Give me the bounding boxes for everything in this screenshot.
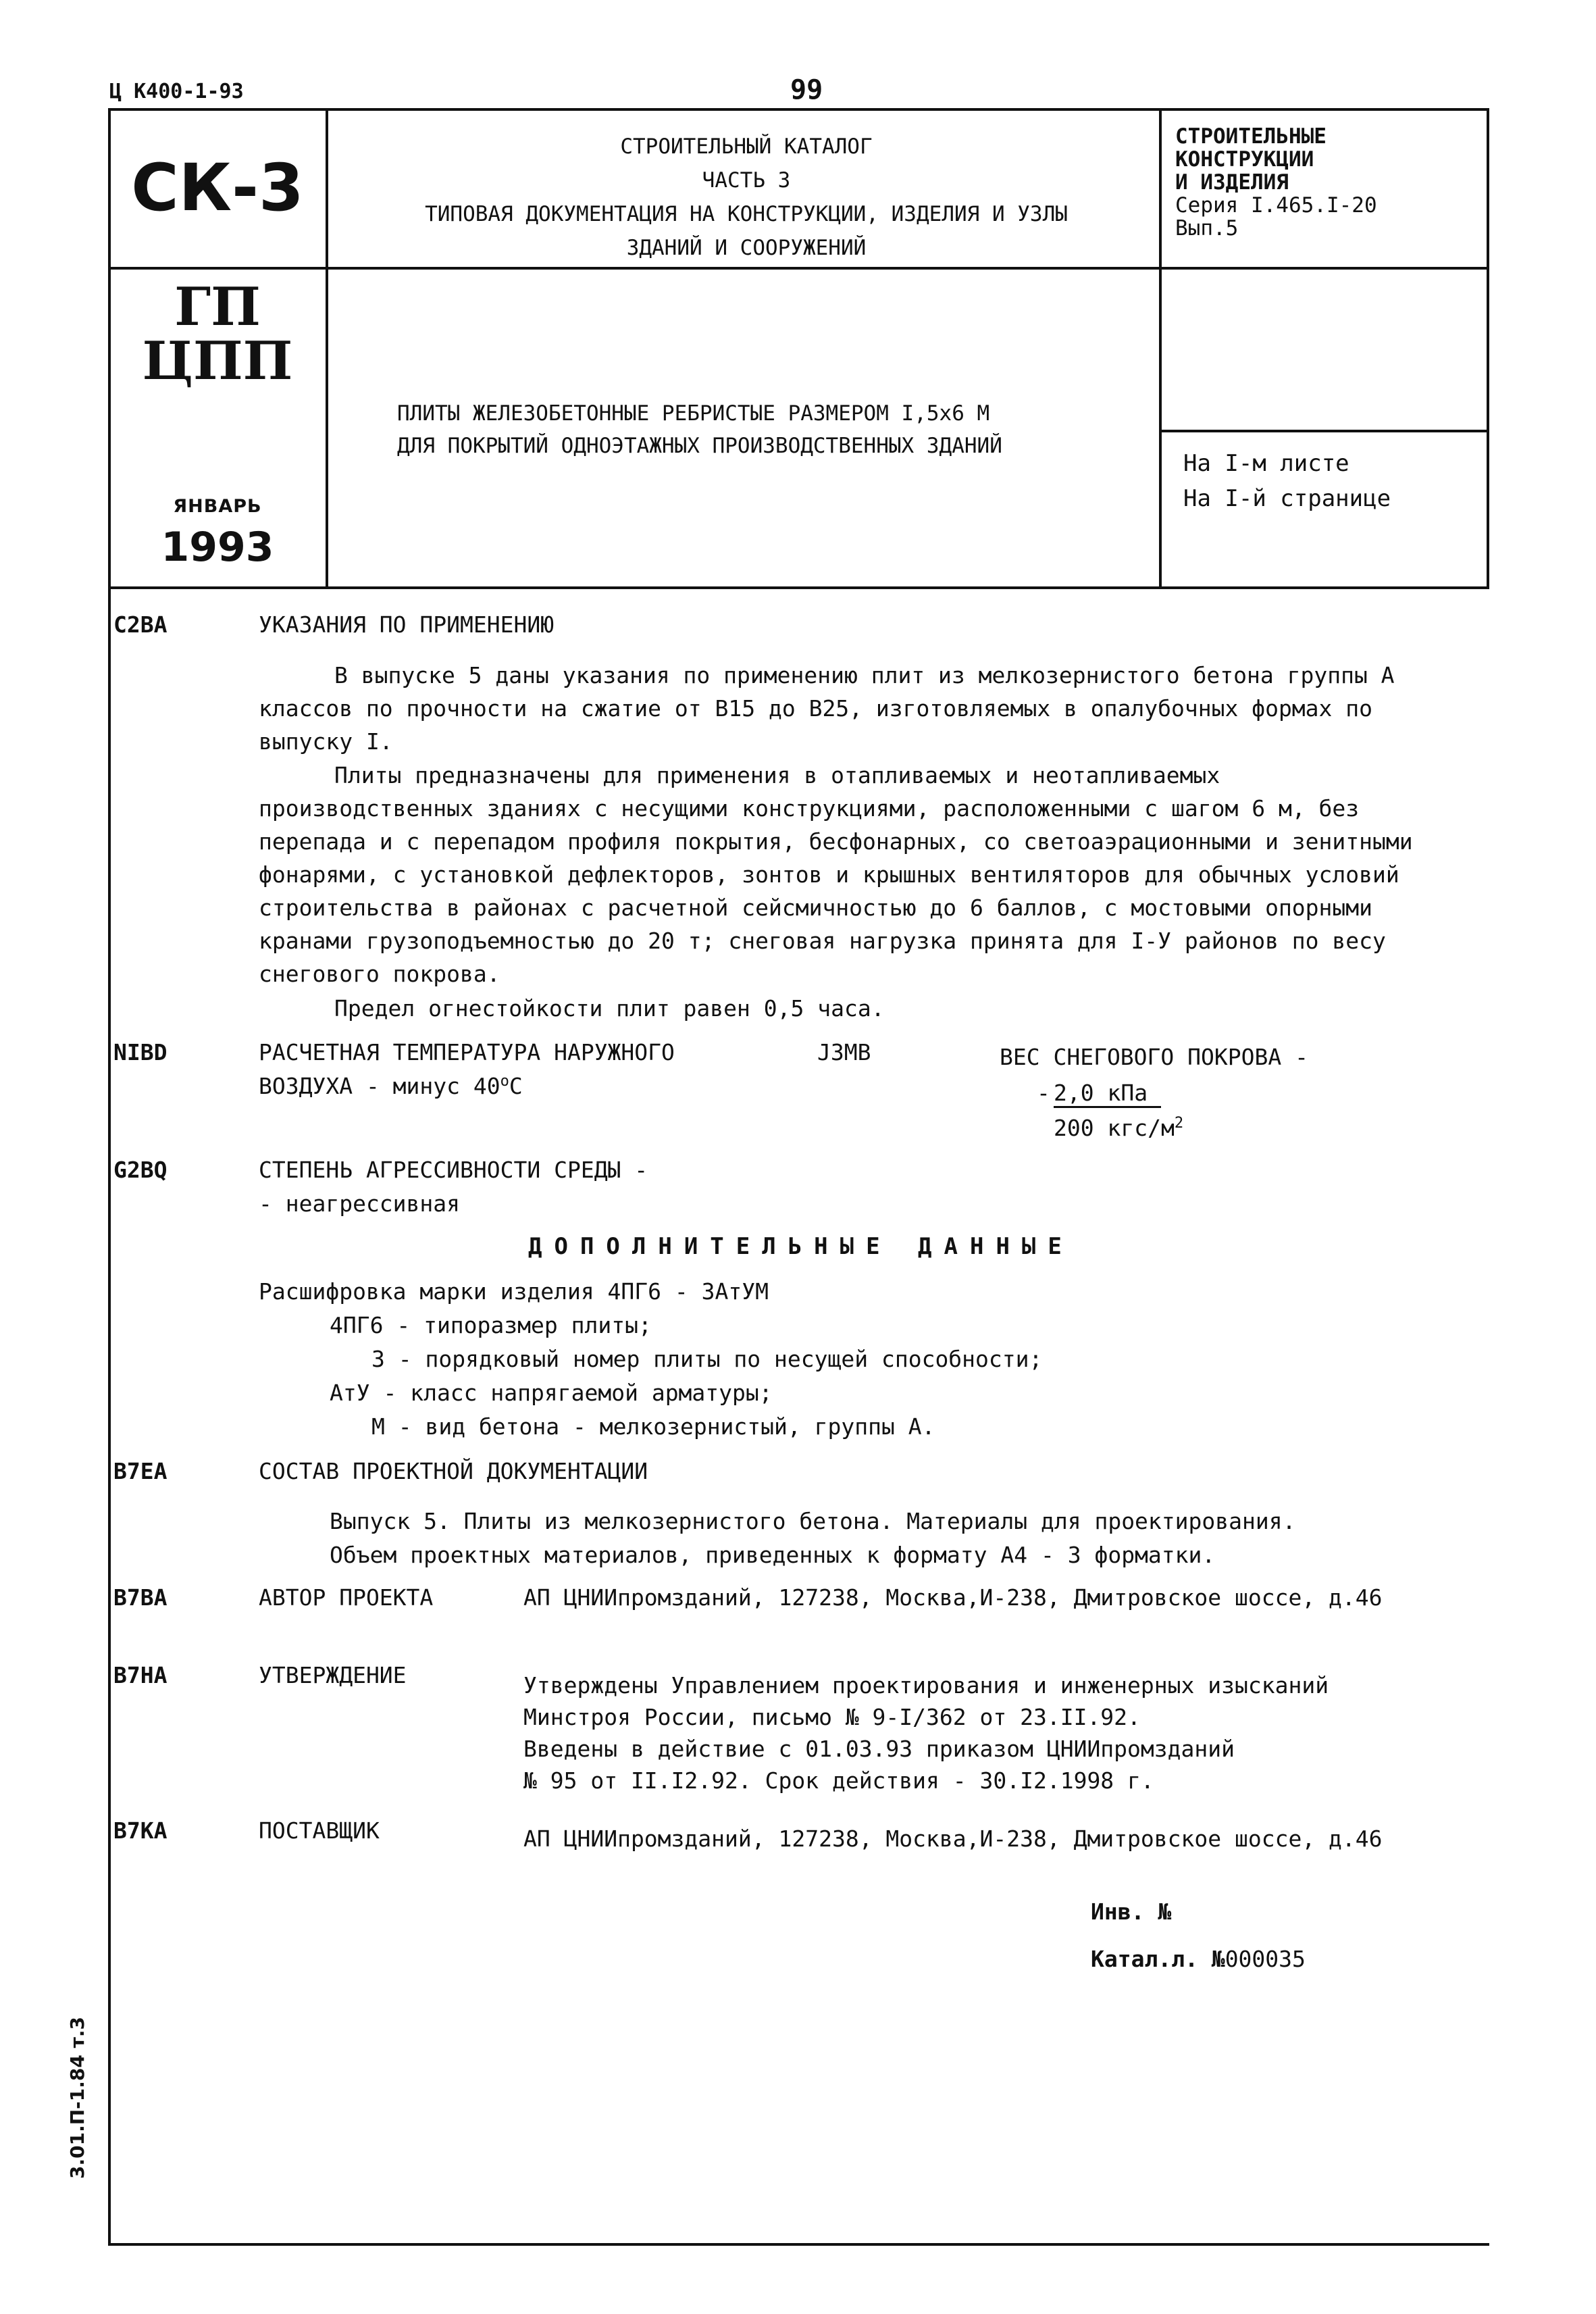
decode-line-1: 4ПГ6 - типоразмер плиты; (330, 1312, 652, 1338)
year: 1993 (161, 524, 274, 571)
catalog-sheet-prefix: Катал.л. № (1091, 1946, 1225, 1972)
decode-line-0: Расшифровка марки изделия 4ПГ6 - 3АтУМ (259, 1278, 769, 1305)
frame-left (108, 108, 111, 2244)
temperature-line-2 (259, 1073, 523, 1099)
catalog-line-4: ЗДАНИЙ И СООРУЖЕНИЙ (626, 236, 867, 260)
product-title (397, 397, 1174, 462)
catalog-sheet-label (1091, 1946, 1306, 1972)
catalog-sheet-number: 000035 (1225, 1946, 1306, 1972)
top-code: Ц К400-1-93 (109, 80, 244, 103)
section-title-application: УКАЗАНИЯ ПО ПРИМЕНЕНИЮ (259, 611, 555, 638)
gp-line-1: ГП (174, 276, 261, 338)
supplier-text: АП ЦНИИпромзданий, 127238, Москва,И-238, Дмитровское шоссе, д.46 (523, 1826, 1383, 1852)
approval-line-3: Введены в действие с 01.03.93 приказом ЦНИИпромзданий (523, 1736, 1235, 1762)
code-n1bd: NIBD (113, 1039, 168, 1065)
series-box (1175, 125, 1486, 240)
decode-line-3: АтУ - класс напрягаемой арматуры; (330, 1380, 773, 1406)
frame-series-divider (1159, 430, 1489, 432)
catalog-header (331, 130, 1162, 265)
gp-code (109, 276, 326, 392)
section-title-author: АВТОР ПРОЕКТА (259, 1584, 434, 1611)
code-b7ea: B7EA (113, 1458, 168, 1484)
code-b7ba: B7BA (113, 1584, 168, 1611)
section-title-documentation: СОСТАВ ПРОЕКТНОЙ ДОКУМЕНТАЦИИ (259, 1458, 648, 1484)
catalog-line-1: СТРОИТЕЛЬНЫЙ КАТАЛОГ (620, 134, 873, 159)
page-number: 99 (790, 74, 823, 105)
sheet-info (1183, 446, 1474, 516)
snow-dash: - (1037, 1080, 1050, 1106)
frame-header-bottom (108, 586, 1489, 589)
degree-sign: о (500, 1073, 509, 1090)
paragraph-application-1: В выпуске 5 даны указания по применению плит из мелкозернистого бетона группы А классов по прочности на сжатие от В15 до В25, изготовляемых в опалубочных формах по выпуску I. (259, 662, 1395, 755)
series-line-3: И ИЗДЕЛИЯ (1175, 170, 1289, 195)
frame-top (108, 108, 1489, 111)
frame-right (1487, 108, 1489, 588)
zone-code: J3MB (817, 1039, 871, 1065)
author-text: АП ЦНИИпромзданий, 127238, Москва,И-238, Дмитровское шоссе, д.46 (523, 1584, 1383, 1611)
documentation-line-1: Выпуск 5. Плиты из мелкозернистого бетона. Материалы для проектирования. (330, 1508, 1296, 1534)
snow-value-kgs-text: 200 кгс/м (1054, 1115, 1175, 1141)
temperature-value: ВОЗДУХА - минус 40 (259, 1073, 500, 1099)
series-line-4: Серия I.465.I-20 (1175, 193, 1377, 218)
product-title-line-2: ДЛЯ ПОКРЫТИЙ ОДНОЭТАЖНЫХ ПРОИЗВОДСТВЕННЫХ ЗДАНИЙ (397, 434, 1002, 458)
catalog-line-3: ТИПОВАЯ ДОКУМЕНТАЦИЯ НА КОНСТРУКЦИИ, ИЗДЕЛИЯ И УЗЛЫ (425, 202, 1068, 226)
frame-bottom (108, 2243, 1489, 2246)
paragraph-application-2: Плиты предназначены для применения в отапливаемых и неотапливаемых производственных зданиях с несущими конструкциями, расположенными с шагом 6 м, без перепада и с перепадом профиля покрытия, бесфонарных, со светоаэрационными и зенитными фонарями, с установкой дефлекторов, зонтов и крышных вентиляторов для обычных условий строительства в районах с расчетной сейсмичностью до 6 баллов, с мостовыми опорными кранами грузоподъемностью до 20 т; снеговая нагрузка принята для I-У районов по весу снегового покрова. (259, 762, 1413, 987)
decode-line-4: М - вид бетона - мелкозернистый, группы А. (371, 1413, 935, 1440)
side-code: 3.01.П-1.84 т.3 (66, 2017, 88, 2179)
temperature-line-1: РАСЧЕТНАЯ ТЕМПЕРАТУРА НАРУЖНОГО (259, 1039, 675, 1065)
series-line-5: Вып.5 (1175, 216, 1239, 241)
section-title-supplier: ПОСТАВЩИК (259, 1817, 380, 1844)
series-line-1: СТРОИТЕЛЬНЫЕ (1175, 124, 1327, 149)
sheet-line-1: На I-м листе (1183, 450, 1349, 477)
inventory-label: Инв. № (1091, 1898, 1172, 1925)
temperature-unit: С (509, 1073, 523, 1099)
snow-value-kgs (1054, 1115, 1183, 1141)
sheet-line-2: На I-й странице (1183, 485, 1391, 512)
series-line-2: КОНСТРУКЦИИ (1175, 147, 1314, 172)
frame-col1 (326, 108, 328, 588)
aggressiveness-line-1: СТЕПЕНЬ АГРЕССИВНОСТИ СРЕДЫ - (259, 1157, 648, 1183)
code-c2ba: C2BA (113, 611, 168, 638)
snow-value-kpa: 2,0 кПа (1054, 1080, 1161, 1108)
extra-data-heading: ДОПОЛНИТЕЛЬНЫЕ ДАННЫЕ (528, 1233, 1074, 1260)
approval-line-2: Минстроя России, письмо № 9-I/362 от 23.II.92. (523, 1704, 1141, 1730)
paragraph-application-3: Предел огнестойкости плит равен 0,5 часа. (334, 995, 885, 1022)
decode-line-2: 3 - порядковый номер плиты по несущей способности; (371, 1346, 1043, 1372)
approval-line-1: Утверждены Управлением проектирования и инженерных изысканий (523, 1672, 1329, 1699)
ck-code: СК-3 (131, 150, 304, 226)
snow-title: ВЕС СНЕГОВОГО ПОКРОВА - (1000, 1044, 1308, 1070)
code-b7ha: B7HA (113, 1662, 168, 1688)
code-b7ka: B7KA (113, 1817, 168, 1844)
catalog-line-2: ЧАСТЬ 3 (702, 168, 791, 193)
gp-line-2: ЦПП (142, 330, 293, 392)
section-title-approval: УТВЕРЖДЕНИЕ (259, 1662, 407, 1688)
documentation-line-2: Объем проектных материалов, приведенных к формату А4 - 3 форматки. (330, 1542, 1216, 1568)
frame-row-divider (108, 267, 1489, 270)
snow-value-kgs-exp: 2 (1174, 1115, 1184, 1132)
aggressiveness-line-2: - неагрессивная (259, 1190, 461, 1217)
code-g2bq: G2BQ (113, 1157, 168, 1183)
approval-line-4: № 95 от II.I2.92. Срок действия - 30.I2.1998 г. (523, 1767, 1154, 1794)
product-title-line-1: ПЛИТЫ ЖЕЛЕЗОБЕТОННЫЕ РЕБРИСТЫЕ РАЗМЕРОМ I,5х6 М (397, 401, 990, 426)
month: ЯНВАРЬ (173, 496, 262, 517)
